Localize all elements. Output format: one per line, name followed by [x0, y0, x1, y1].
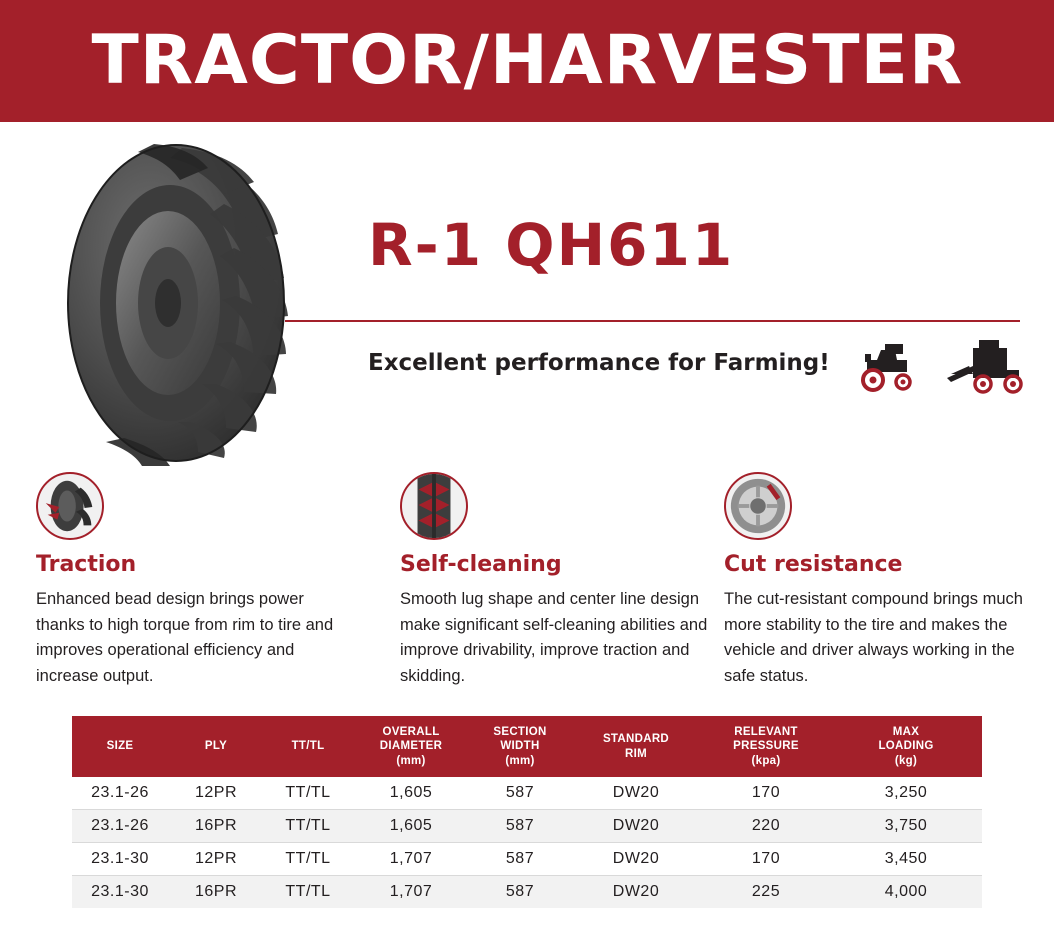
header-line-2: DIAMETER	[379, 740, 443, 753]
feature-title: Cut resistance	[724, 552, 903, 577]
tractor-icon	[863, 344, 910, 390]
column-header-relevant-pressure	[702, 716, 830, 777]
cell-tt-tl: TT/TL	[264, 876, 352, 909]
cell-size: 23.1-26	[72, 777, 168, 810]
cell-size: 23.1-26	[72, 810, 168, 843]
column-header-overall-diameter	[352, 716, 470, 777]
vehicle-icons-group	[855, 332, 1030, 397]
header-line-3: (mm)	[505, 754, 535, 767]
tire-image	[58, 138, 318, 468]
cell-ply: 12PR	[168, 843, 264, 876]
header-line-1: PLY	[204, 740, 228, 753]
cell-ply: 12PR	[168, 777, 264, 810]
cell-relevant-pressure: 170	[702, 777, 830, 810]
specifications-table-container	[72, 716, 982, 908]
cell-overall-diameter: 1,707	[352, 876, 470, 909]
cell-section-width: 587	[470, 777, 570, 810]
header-line-1: OVERALL	[382, 726, 440, 738]
table-row	[72, 843, 982, 876]
hero-section	[0, 122, 1054, 472]
cell-tt-tl: TT/TL	[264, 777, 352, 810]
table-row	[72, 810, 982, 843]
features-section	[0, 472, 1054, 712]
header-line-3: (kg)	[894, 754, 918, 767]
traction-icon	[36, 472, 104, 540]
cell-ply: 16PR	[168, 810, 264, 843]
table-row	[72, 777, 982, 810]
cell-section-width: 587	[470, 810, 570, 843]
column-header-standard-rim	[570, 716, 702, 777]
feature-title: Self-cleaning	[400, 552, 562, 577]
column-header-tt-tl	[264, 716, 352, 777]
cell-size: 23.1-30	[72, 843, 168, 876]
cell-standard-rim: DW20	[570, 876, 702, 909]
header-line-2: WIDTH	[500, 740, 540, 753]
product-tagline: Excellent performance for Farming!	[368, 350, 830, 376]
feature-title: Traction	[36, 552, 137, 577]
header-line-1: SIZE	[106, 740, 134, 753]
hero-divider	[285, 320, 1020, 322]
header-line-1: MAX	[892, 726, 920, 738]
cell-tt-tl: TT/TL	[264, 843, 352, 876]
column-header-section-width	[470, 716, 570, 777]
cell-standard-rim: DW20	[570, 843, 702, 876]
cut-resistance-icon	[724, 472, 792, 540]
cell-tt-tl: TT/TL	[264, 810, 352, 843]
cell-standard-rim: DW20	[570, 810, 702, 843]
cell-relevant-pressure: 225	[702, 876, 830, 909]
specifications-table	[72, 716, 982, 908]
cell-size: 23.1-30	[72, 876, 168, 909]
column-header-size	[72, 716, 168, 777]
feature-text: The cut-resistant compound brings much more stability to the tire and makes the vehicle and driver always working in the safe status.	[724, 590, 1023, 685]
feature-self-cleaning	[400, 472, 720, 689]
table-row	[72, 876, 982, 909]
header-line-1: TT/TL	[291, 740, 325, 753]
header-line-2: LOADING	[878, 740, 934, 753]
feature-text: Smooth lug shape and center line design make significant self-cleaning abilities and improve drivability, improve traction and skidding.	[400, 590, 708, 685]
cell-overall-diameter: 1,605	[352, 777, 470, 810]
header-line-1: SECTION	[493, 726, 547, 738]
page-header-banner	[0, 0, 1054, 122]
cell-overall-diameter: 1,707	[352, 843, 470, 876]
header-line-3: (kpa)	[751, 754, 781, 767]
feature-text: Enhanced bead design brings power thanks to high torque from rim to tire and improves operational efficiency and increase output.	[36, 590, 334, 685]
header-line-2: PRESSURE	[733, 740, 799, 753]
feature-cut-resistance	[724, 472, 1044, 689]
page-title: TRACTOR/HARVESTER	[91, 21, 963, 100]
header-line-3: (mm)	[396, 754, 426, 767]
table-header-row	[72, 716, 982, 777]
column-header-ply	[168, 716, 264, 777]
cell-max-loading: 4,000	[830, 876, 982, 909]
column-header-max-loading	[830, 716, 982, 777]
cell-max-loading: 3,450	[830, 843, 982, 876]
harvester-icon	[947, 340, 1021, 392]
cell-max-loading: 3,250	[830, 777, 982, 810]
cell-max-loading: 3,750	[830, 810, 982, 843]
cell-ply: 16PR	[168, 876, 264, 909]
cell-section-width: 587	[470, 843, 570, 876]
header-line-1: RELEVANT	[734, 726, 798, 738]
cell-section-width: 587	[470, 876, 570, 909]
cell-overall-diameter: 1,605	[352, 810, 470, 843]
header-line-1: STANDARD	[602, 733, 670, 746]
header-line-2: RIM	[625, 747, 647, 760]
cell-relevant-pressure: 220	[702, 810, 830, 843]
cell-standard-rim: DW20	[570, 777, 702, 810]
cell-relevant-pressure: 170	[702, 843, 830, 876]
self-cleaning-icon	[400, 472, 468, 540]
product-model-name: R-1 QH611	[368, 211, 735, 279]
feature-traction	[36, 472, 356, 689]
tractor-tire-illustration	[58, 138, 318, 468]
